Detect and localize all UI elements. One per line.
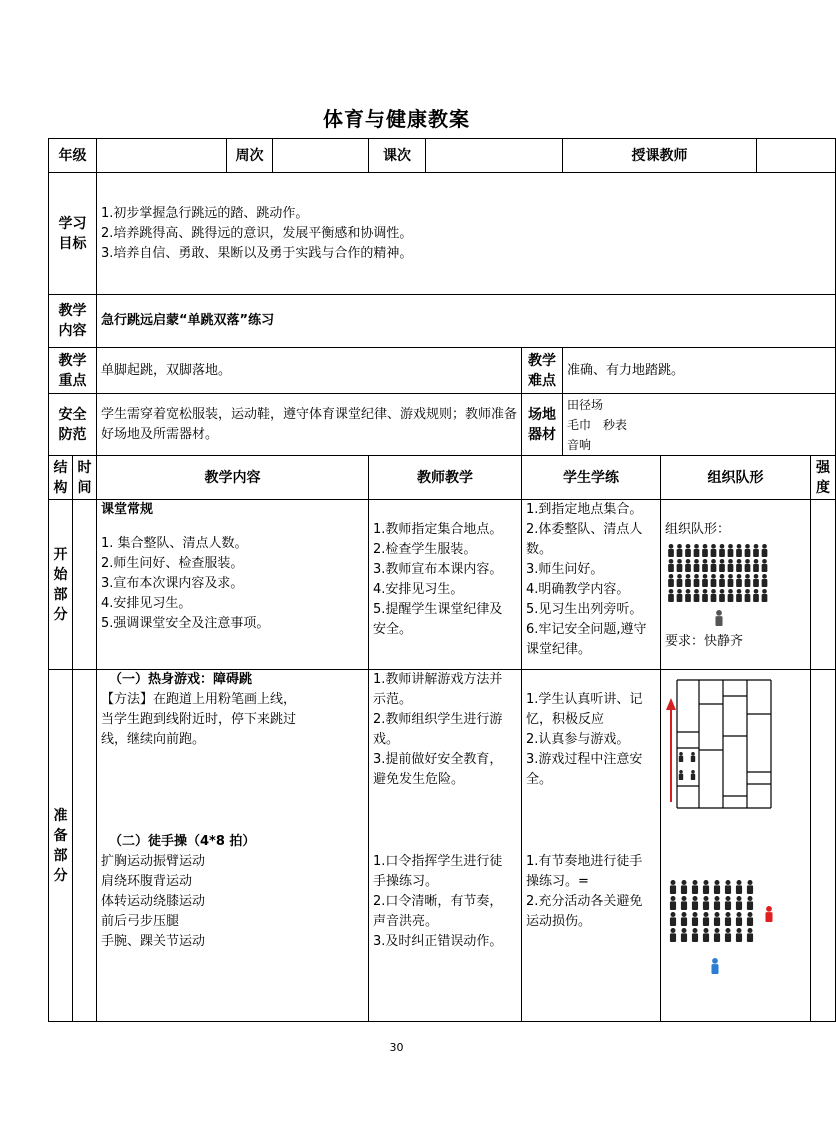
student-figure-icon: [670, 896, 676, 910]
col-time: 时 间: [73, 456, 97, 500]
difficulty-label: 教学 难点: [522, 348, 563, 394]
key-point-value: 单脚起跳，双脚落地。: [97, 348, 522, 394]
grade-value: [97, 139, 227, 173]
student-figure-icon: [691, 770, 695, 780]
opening-teacher-item: 4.安排见习生。: [373, 582, 464, 597]
student-figure-icon: [719, 544, 725, 557]
student-figure-icon: [677, 589, 683, 602]
student-figure-icon: [753, 589, 759, 602]
prep-student-item: 3.游戏过程中注意安: [526, 752, 643, 767]
arrow-head-icon: [666, 698, 676, 710]
student-figure-icon: [668, 574, 674, 587]
prep-student-item: 1.学生认真听讲、记: [526, 692, 643, 707]
opening-teacher-item: 5.提醒学生课堂纪律及: [373, 602, 503, 617]
opening-content-item: 5.强调课堂安全及注意事项。: [101, 616, 270, 631]
opening-teacher: [369, 500, 522, 670]
student-figure-icon: [736, 544, 742, 557]
student-figure-icon: [725, 896, 731, 910]
prep-time: [73, 670, 97, 1022]
student-figure-icon: [736, 574, 742, 587]
exercise-item: 体转运动绕膝运动: [101, 894, 206, 909]
game-line: 当学生跑到线附近时，停下来跳过: [101, 712, 297, 727]
prep-teacher-item: 1.教师讲解游戏方法并: [373, 672, 503, 687]
student-figure-icon: [670, 880, 676, 894]
prep-teacher-item: 3.提前做好安全教育，: [373, 752, 503, 767]
opening-teacher-item: 1.教师指定集合地点。: [373, 522, 503, 537]
track-game-diagram: [665, 674, 777, 814]
opening-student-item: 6.牢记安全问题,遵守: [526, 622, 647, 637]
prep-student-item: 全。: [526, 772, 553, 787]
opening-student-item: 3.师生问好。: [526, 562, 604, 577]
page-number: 30: [389, 1041, 404, 1054]
lesson-value: [426, 139, 563, 173]
game-line: 线，继续向前跑。: [101, 732, 206, 747]
objective-item: 1.初步掌握急行跳远的踏、跳动作。: [101, 205, 309, 221]
student-figure-icon: [745, 574, 751, 587]
opening-student-item: 5.见习生出列旁听。: [526, 602, 643, 617]
prep-teacher-item: 戏。: [373, 732, 400, 747]
teacher-figure-icon: [715, 610, 722, 626]
student-figure-icon: [691, 752, 695, 762]
week-value: [273, 139, 369, 173]
student-figure-icon: [728, 589, 734, 602]
student-figure-icon: [711, 589, 717, 602]
prep-formation: [661, 670, 811, 1022]
opening-content-item: 1. 集合整队、清点人数。: [101, 536, 248, 551]
objective-item: 3.培养自信、勇敢、果断以及勇于实践与合作的精神。: [101, 245, 413, 261]
student-figure-icon: [703, 896, 709, 910]
prep-student-item: 运动损伤。: [526, 914, 592, 929]
opening-section-label: 开 始 部 分: [49, 500, 73, 670]
student-figure-icon: [762, 589, 768, 602]
student-figure-icon: [702, 589, 708, 602]
student-figure-icon: [702, 559, 708, 572]
prep-teacher-item: 3.及时纠正错误动作。: [373, 934, 503, 949]
objectives-label: 学习 目标: [49, 173, 97, 295]
student-figure-icon: [714, 912, 720, 926]
student-figure-icon: [747, 928, 753, 942]
opening-teacher-item: 2.检查学生服装。: [373, 542, 477, 557]
student-figure-icon: [685, 574, 691, 587]
prep-teacher: [369, 670, 522, 1022]
student-figure-icon: [725, 880, 731, 894]
opening-intensity: [811, 500, 836, 670]
prep-student: [522, 670, 661, 1022]
opening-row: [49, 500, 836, 670]
student-figure-icon: [714, 880, 720, 894]
student-figure-icon: [692, 896, 698, 910]
student-figure-icon: [728, 574, 734, 587]
venue-item: 毛巾 秒表: [567, 417, 628, 432]
prep-row: [49, 670, 836, 1022]
col-intensity: 强 度: [811, 456, 836, 500]
content-label: 教学 内容: [49, 295, 97, 348]
prep-student-item: 操练习。=: [526, 874, 589, 889]
student-figure-icon: [725, 912, 731, 926]
prep-teacher-item: 2.口令清晰，有节奏，: [373, 894, 503, 909]
student-figure-icon: [753, 544, 759, 557]
prep-intensity: [811, 670, 836, 1022]
student-figure-icon: [762, 544, 768, 557]
prep-teacher-item: 2.教师组织学生进行游: [373, 712, 503, 727]
lesson-label: 课次: [369, 139, 426, 173]
col-content: 教学内容: [97, 456, 369, 500]
student-figure-icon: [736, 928, 742, 942]
leader-figure-icon: [765, 906, 772, 922]
safety-value: 学生需穿着宽松服装，运动鞋，遵守体育课堂纪律、游戏规则；教师准备好场地及所需器材。: [97, 394, 522, 456]
student-figure-icon: [670, 928, 676, 942]
student-figure-icon: [747, 880, 753, 894]
difficulty-value: 准确、有力地踏跳。: [563, 348, 836, 394]
col-student: 学生学练: [522, 456, 661, 500]
prep-student-item: 2.认真参与游戏。: [526, 732, 630, 747]
safety-row: [49, 394, 836, 456]
student-figure-icon: [677, 559, 683, 572]
prep-content: [97, 670, 369, 1022]
opening-content-item: 4.安排见习生。: [101, 596, 192, 611]
student-figure-icon: [694, 544, 700, 557]
student-figure-icon: [762, 574, 768, 587]
student-figure-icon: [714, 896, 720, 910]
prep-teacher-item: 声音洪亮。: [373, 914, 439, 929]
student-figure-icon: [736, 559, 742, 572]
student-figure-icon: [736, 912, 742, 926]
lesson-plan-table: [48, 138, 836, 1022]
focus-row: [49, 348, 836, 394]
opening-student: [522, 500, 661, 670]
opening-student-item: 4.明确教学内容。: [526, 582, 630, 597]
student-figure-icon: [714, 928, 720, 942]
content-value: 急行跳远启蒙“单跳双落”练习: [97, 295, 836, 348]
exercise-item: 前后弓步压腿: [101, 914, 180, 929]
opening-formation-diagram: [665, 540, 777, 632]
teacher-value: [757, 139, 836, 173]
teacher-label: 授课教师: [563, 139, 757, 173]
venue-label: 场地 器材: [522, 394, 563, 456]
game-title: （一）热身游戏：障碍跳: [109, 672, 253, 687]
student-figure-icon: [677, 544, 683, 557]
teacher-figure-icon: [711, 958, 718, 974]
exercise-title: （二）徒手操（4*8 拍）: [109, 834, 256, 849]
student-figure-icon: [679, 770, 683, 780]
formation-requirement: 要求：快静齐: [665, 634, 744, 649]
prep-teacher-item: 1.口令指挥学生进行徒: [373, 854, 503, 869]
key-point-label: 教学 重点: [49, 348, 97, 394]
content-row: [49, 295, 836, 348]
prep-student-item: 忆，积极反应: [526, 712, 605, 727]
student-figure-icon: [702, 544, 708, 557]
opening-content: [97, 500, 369, 670]
student-figure-icon: [728, 544, 734, 557]
student-figure-icon: [692, 928, 698, 942]
game-line: 【方法】在跑道上用粉笔画上线，: [101, 692, 297, 707]
student-figure-icon: [753, 574, 759, 587]
student-figure-icon: [711, 544, 717, 557]
student-figure-icon: [703, 912, 709, 926]
opening-formation: [661, 500, 811, 670]
venue-item: 田径场: [567, 397, 604, 412]
student-figure-icon: [728, 559, 734, 572]
student-figure-icon: [747, 912, 753, 926]
venue-item: 音响: [567, 437, 592, 452]
prep-teacher-item: 示范。: [373, 692, 413, 707]
student-figure-icon: [692, 912, 698, 926]
objectives-list: [97, 173, 836, 295]
student-figure-icon: [694, 574, 700, 587]
opening-student-item: 课堂纪律。: [526, 642, 592, 657]
student-figure-icon: [681, 928, 687, 942]
student-figure-icon: [694, 559, 700, 572]
student-figure-icon: [753, 559, 759, 572]
header-row: [49, 139, 836, 173]
prep-student-item: 1.有节奏地进行徒手: [526, 854, 643, 869]
opening-teacher-item: 安全。: [373, 622, 413, 637]
exercise-item: 扩胸运动振臂运动: [101, 854, 206, 869]
exercise-item: 肩绕环腹背运动: [101, 874, 193, 889]
prep-teacher-item: 手操练习。: [373, 874, 439, 889]
student-figure-icon: [685, 544, 691, 557]
column-header-row: [49, 456, 836, 500]
student-figure-icon: [685, 559, 691, 572]
prep-teacher-item: 避免发生危险。: [373, 772, 465, 787]
student-figure-icon: [681, 912, 687, 926]
student-figure-icon: [681, 880, 687, 894]
objective-item: 2.培养跳得高、跳得远的意识，发展平衡感和协调性。: [101, 225, 413, 241]
student-figure-icon: [685, 589, 691, 602]
student-figure-icon: [762, 559, 768, 572]
student-figure-icon: [745, 544, 751, 557]
opening-teacher-item: 3.教师宣布本课内容。: [373, 562, 503, 577]
opening-student-item: 2.体委整队、清点人: [526, 522, 643, 537]
student-figure-icon: [679, 752, 683, 762]
student-figure-icon: [668, 559, 674, 572]
opening-student-item: 1.到指定地点集合。: [526, 502, 643, 517]
opening-content-item: 3.宣布本次课内容及求。: [101, 576, 244, 591]
student-figure-icon: [668, 544, 674, 557]
grade-label: 年级: [49, 139, 97, 173]
opening-content-title: 课堂常规: [101, 502, 154, 517]
student-figure-icon: [668, 589, 674, 602]
student-figure-icon: [719, 559, 725, 572]
student-figure-icon: [711, 574, 717, 587]
prep-student-item: 2.充分活动各关避免: [526, 894, 643, 909]
opening-student-item: 数。: [526, 542, 553, 557]
student-figure-icon: [725, 928, 731, 942]
venue-list: [563, 394, 836, 456]
student-figure-icon: [670, 912, 676, 926]
student-figure-icon: [736, 589, 742, 602]
student-figure-icon: [681, 896, 687, 910]
student-figure-icon: [703, 880, 709, 894]
student-figure-icon: [711, 559, 717, 572]
safety-label: 安全 防范: [49, 394, 97, 456]
week-label: 周次: [227, 139, 273, 173]
student-figure-icon: [703, 928, 709, 942]
student-figure-icon: [719, 589, 725, 602]
student-figure-icon: [694, 589, 700, 602]
student-figure-icon: [702, 574, 708, 587]
page-title: 体育与健康教案: [323, 107, 470, 131]
col-formation: 组织队形: [661, 456, 811, 500]
student-figure-icon: [736, 896, 742, 910]
student-figure-icon: [747, 896, 753, 910]
objectives-row: [49, 173, 836, 295]
exercise-item: 手腕、踝关节运动: [101, 934, 206, 949]
col-teacher: 教师教学: [369, 456, 522, 500]
opening-time: [73, 500, 97, 670]
student-figure-icon: [692, 880, 698, 894]
student-figure-icon: [677, 574, 683, 587]
col-structure: 结 构: [49, 456, 73, 500]
student-figure-icon: [736, 880, 742, 894]
student-figure-icon: [745, 589, 751, 602]
student-figure-icon: [745, 559, 751, 572]
student-figure-icon: [719, 574, 725, 587]
exercise-formation-diagram: [665, 876, 777, 976]
formation-label: 组织队形：: [665, 522, 731, 537]
prep-section-label: 准 备 部 分: [49, 670, 73, 1022]
opening-content-item: 2.师生问好、检查服装。: [101, 556, 244, 571]
